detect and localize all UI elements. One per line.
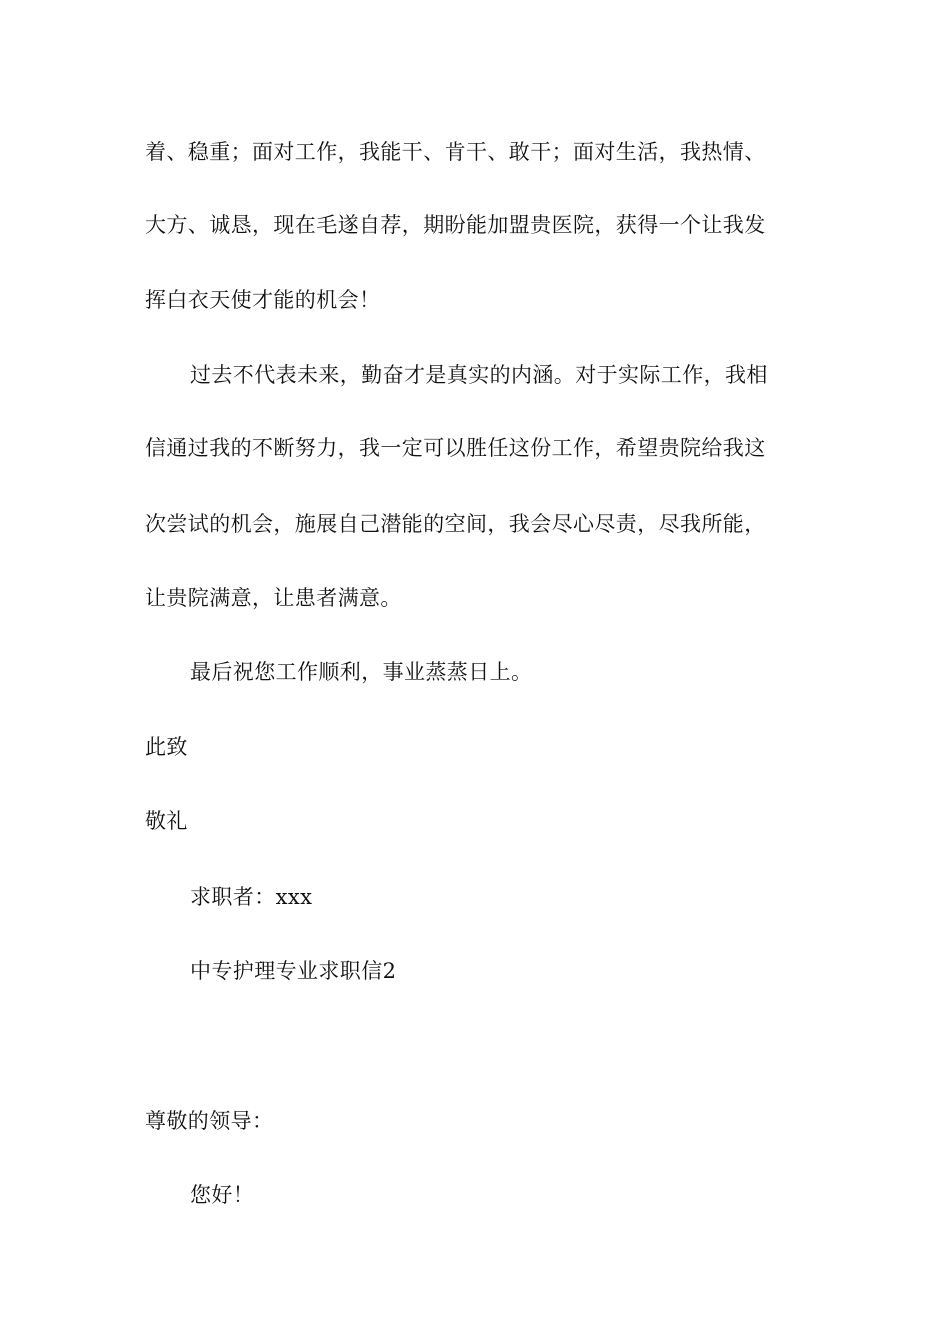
salutation-cizhi: 此致	[145, 735, 188, 759]
paragraph1-line-1: 着、稳重；面对工作，我能干、肯干、敢干；面对生活，我热情、	[145, 140, 766, 164]
closing-wish: 最后祝您工作顺利，事业蒸蒸日上。	[190, 660, 533, 684]
paragraph2-line-4: 让贵院满意，让患者满意。	[145, 586, 402, 610]
paragraph1-line-3: 挥白衣天使才能的机会！	[145, 288, 381, 312]
next-letter-title: 中专护理专业求职信2	[190, 959, 397, 983]
signature: 求职者：xxx	[190, 885, 313, 909]
paragraph1-line-2: 大方、诚恳，现在毛遂自荐，期盼能加盟贵医院，获得一个让我发	[145, 213, 766, 237]
paragraph2-line-1: 过去不代表未来，勤奋才是真实的内涵。对于实际工作，我相	[190, 363, 768, 387]
paragraph2-line-3: 次尝试的机会，施展自己潜能的空间，我会尽心尽责，尽我所能，	[145, 512, 766, 536]
paragraph2-line-2: 信通过我的不断努力，我一定可以胜任这份工作，希望贵院给我这	[145, 436, 766, 460]
greeting: 您好！	[190, 1183, 255, 1207]
greeting-addressee: 尊敬的领导：	[145, 1109, 274, 1133]
salutation-jingli: 敬礼	[145, 809, 188, 833]
